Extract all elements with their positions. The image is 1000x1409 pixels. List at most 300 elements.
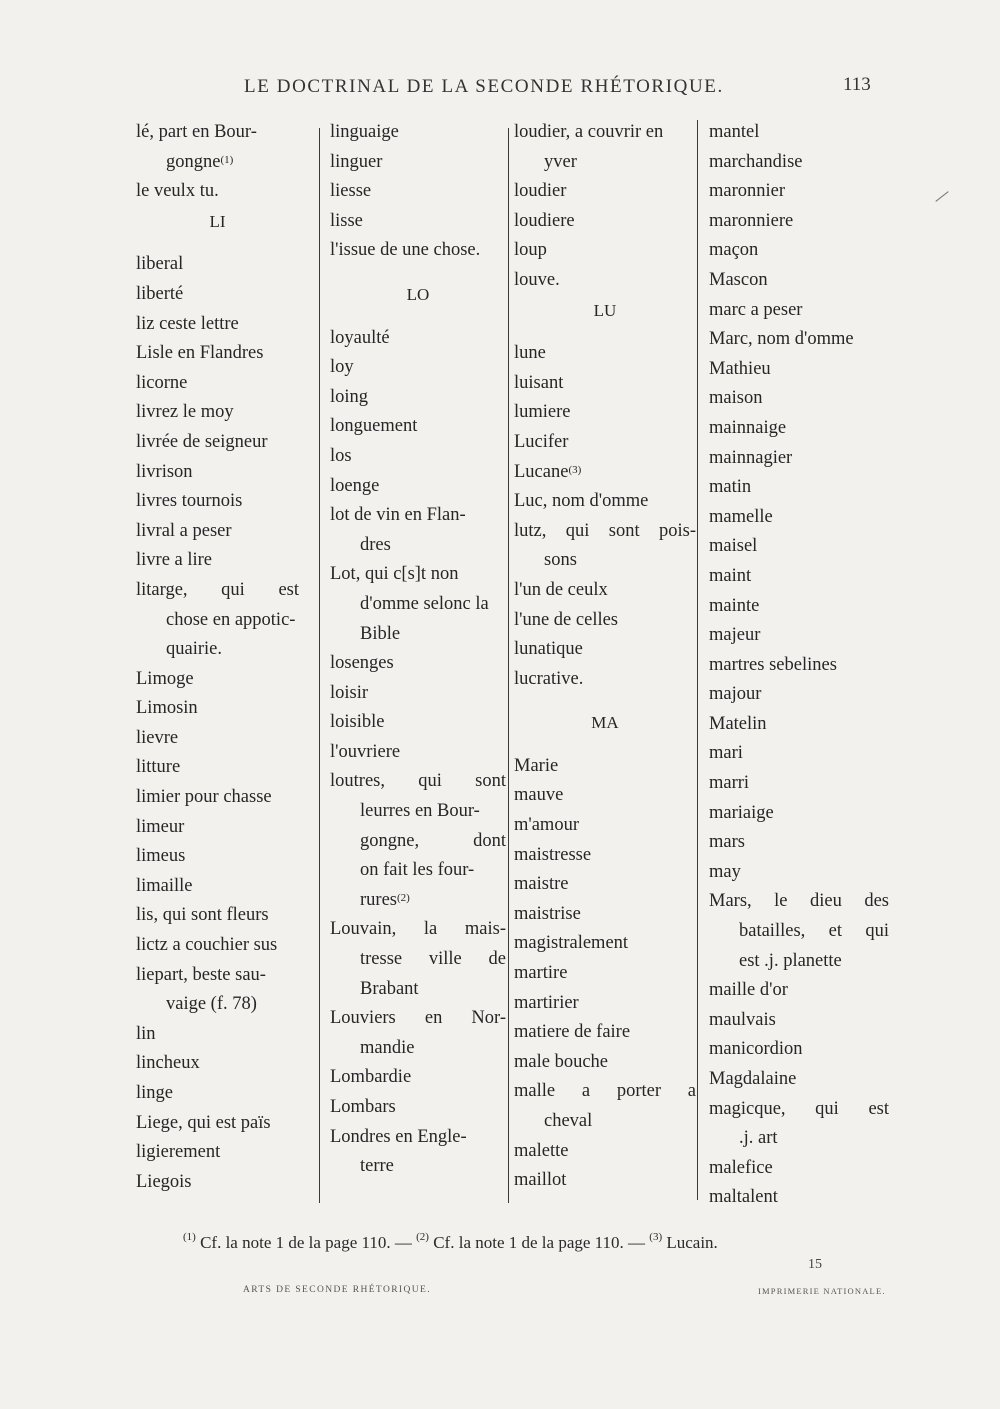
entry-text: martire bbox=[514, 963, 568, 984]
entry-text: litture bbox=[136, 757, 181, 778]
entry-line bbox=[330, 177, 506, 207]
entry-line bbox=[709, 384, 889, 414]
spacer bbox=[136, 236, 299, 250]
entry-line bbox=[514, 635, 696, 665]
entry-line bbox=[709, 1095, 889, 1125]
entry-line bbox=[136, 118, 299, 148]
column-rule-3 bbox=[697, 120, 698, 1200]
entry-line bbox=[514, 148, 696, 178]
entry-line bbox=[330, 207, 506, 237]
entry-text: Luc, nom d'omme bbox=[514, 491, 649, 512]
section-heading bbox=[136, 207, 299, 237]
entry-text: Lisle en Flandres bbox=[136, 343, 264, 364]
entry-line bbox=[330, 1123, 506, 1153]
entry-text: .j. art bbox=[739, 1128, 778, 1149]
entry-line bbox=[330, 1093, 506, 1123]
entry-text: est .j. planette bbox=[739, 950, 842, 971]
entry-line bbox=[514, 546, 696, 576]
entry-text: loudier, a couvrir en bbox=[514, 122, 664, 142]
entry-text: Lombars bbox=[330, 1097, 396, 1117]
entry-word: porter bbox=[616, 1081, 661, 1102]
entry-text: l'issue de une chose. bbox=[330, 240, 481, 261]
entry-text: cheval bbox=[544, 1111, 593, 1131]
entry-line bbox=[514, 266, 696, 296]
entry-text: mars bbox=[709, 832, 745, 853]
entry-text: dres bbox=[360, 534, 391, 555]
entry-line bbox=[136, 339, 299, 369]
entry-text: mari bbox=[709, 743, 743, 764]
entry-text: martirier bbox=[514, 992, 579, 1013]
entry-line bbox=[330, 590, 506, 620]
entry-text: Lucane bbox=[514, 461, 569, 482]
entry-line bbox=[136, 1020, 299, 1050]
entry-word: a bbox=[687, 1081, 696, 1102]
entry-text: mainte bbox=[709, 595, 760, 616]
entry-text: gongne bbox=[166, 151, 221, 172]
entry-text: maronniere bbox=[709, 210, 794, 231]
entry-text: louve. bbox=[514, 269, 560, 290]
entry-text: l'une de celles bbox=[514, 609, 619, 630]
entry-word: Lot, qui c[s]t non bbox=[330, 564, 459, 585]
entry-text: LO bbox=[406, 284, 430, 304]
entry-text: linguer bbox=[330, 151, 383, 172]
entry-line bbox=[514, 177, 696, 207]
entry-text: livral a peser bbox=[136, 520, 232, 541]
entry-text: lune bbox=[514, 343, 546, 364]
entry-line bbox=[514, 1018, 696, 1048]
entry-line bbox=[136, 546, 299, 576]
entry-text: mariaige bbox=[709, 802, 774, 823]
entry-line bbox=[514, 1137, 696, 1167]
entry-line bbox=[136, 1168, 299, 1198]
entry-word: pois- bbox=[658, 520, 696, 541]
entry-line bbox=[709, 148, 889, 178]
entry-text: livrée de seigneur bbox=[136, 431, 268, 452]
entry-text: maillot bbox=[514, 1170, 567, 1191]
entry-line bbox=[330, 560, 506, 590]
entry-text: Limoge bbox=[136, 668, 194, 689]
entry-word: mais- bbox=[464, 919, 506, 940]
entry-text: longuement bbox=[330, 416, 418, 437]
entry-line bbox=[136, 398, 299, 428]
entry-line bbox=[709, 325, 889, 355]
footnote-2: Cf. la note 1 de la page 110. — bbox=[428, 1233, 650, 1252]
entry-line bbox=[136, 694, 299, 724]
entry-text: lictz a couchier sus bbox=[136, 935, 278, 956]
entry-text: may bbox=[709, 861, 741, 882]
column-1 bbox=[136, 118, 299, 1197]
entry-line bbox=[709, 473, 889, 503]
footer-printer: IMPRIMERIE NATIONALE. bbox=[758, 1286, 886, 1296]
entry-line bbox=[709, 1154, 889, 1184]
entry-text: limier pour chasse bbox=[136, 787, 272, 808]
footnote-2-mark: (2) bbox=[416, 1231, 429, 1243]
entry-line bbox=[514, 458, 696, 488]
entry-text: limeus bbox=[136, 846, 186, 867]
entry-line bbox=[709, 562, 889, 592]
entry-text: Matelin bbox=[709, 713, 767, 734]
entry-word: batailles, bbox=[739, 921, 806, 942]
footer-signature: 15 bbox=[808, 1257, 822, 1272]
entry-line bbox=[709, 887, 889, 917]
entry-line bbox=[136, 1079, 299, 1109]
entry-line bbox=[514, 1048, 696, 1078]
entry-line bbox=[136, 753, 299, 783]
entry-text: marc a peser bbox=[709, 299, 803, 320]
column-rule-1 bbox=[319, 128, 320, 1203]
spacer bbox=[330, 266, 506, 280]
entry-text: Bible bbox=[360, 623, 401, 644]
entry-text: liberté bbox=[136, 283, 184, 304]
entry-line bbox=[709, 532, 889, 562]
entry-line bbox=[709, 947, 889, 977]
entry-line bbox=[514, 1107, 696, 1137]
entry-text: malette bbox=[514, 1140, 569, 1161]
entry-text: maltalent bbox=[709, 1187, 778, 1208]
entry-word: Louviers bbox=[330, 1008, 396, 1029]
entry-word: est bbox=[278, 579, 299, 600]
entry-word: lot de vin en Flan- bbox=[330, 505, 466, 526]
entry-line bbox=[709, 1124, 889, 1154]
entry-line bbox=[330, 679, 506, 709]
entry-line bbox=[330, 649, 506, 679]
entry-text: marchandise bbox=[709, 151, 803, 172]
entry-line bbox=[514, 752, 696, 782]
entry-line bbox=[136, 783, 299, 813]
entry-line bbox=[514, 606, 696, 636]
entry-text: malefice bbox=[709, 1157, 773, 1178]
entry-text: l'ouvriere bbox=[330, 741, 401, 762]
entry-line bbox=[709, 976, 889, 1006]
entry-text: Lucifer bbox=[514, 431, 569, 452]
section-heading bbox=[330, 280, 506, 310]
entry-line bbox=[514, 207, 696, 237]
entry-line bbox=[514, 811, 696, 841]
entry-text: mantel bbox=[709, 122, 760, 142]
entry-text: livre a lire bbox=[136, 550, 213, 571]
entry-text: chose en appotic- bbox=[166, 609, 296, 630]
footnotes bbox=[183, 1233, 718, 1253]
entry-word: lé, part en Bour- bbox=[136, 122, 257, 142]
entry-text: liberal bbox=[136, 254, 184, 275]
entry-word: Louvain, bbox=[330, 919, 397, 940]
spacer bbox=[514, 738, 696, 752]
entry-line bbox=[136, 280, 299, 310]
column-3 bbox=[514, 118, 696, 1196]
entry-line bbox=[709, 710, 889, 740]
entry-line bbox=[136, 901, 299, 931]
entry-text: Lombardie bbox=[330, 1067, 412, 1088]
entry-text: maille d'or bbox=[709, 980, 788, 1001]
entry-line bbox=[330, 738, 506, 768]
entry-line bbox=[136, 842, 299, 872]
entry-line bbox=[136, 635, 299, 665]
spacer bbox=[514, 694, 696, 708]
entry-line bbox=[709, 1035, 889, 1065]
entry-line bbox=[136, 310, 299, 340]
entry-text: lisse bbox=[330, 210, 363, 231]
entry-line bbox=[514, 900, 696, 930]
entry-line bbox=[514, 517, 696, 547]
entry-line bbox=[330, 1063, 506, 1093]
entry-text: mainnaige bbox=[709, 417, 787, 438]
entry-line bbox=[514, 236, 696, 266]
entry-word: et bbox=[828, 921, 842, 942]
entry-line bbox=[709, 1183, 889, 1213]
entry-word: qui bbox=[815, 1098, 839, 1119]
entry-text: lumiere bbox=[514, 402, 571, 423]
entry-line bbox=[514, 781, 696, 811]
entry-line bbox=[136, 872, 299, 902]
entry-word: le bbox=[774, 891, 788, 912]
entry-line bbox=[330, 472, 506, 502]
entry-line bbox=[709, 592, 889, 622]
entry-line bbox=[330, 915, 506, 945]
entry-word: dont bbox=[473, 830, 506, 851]
entry-line bbox=[136, 931, 299, 961]
entry-line bbox=[330, 767, 506, 797]
entry-text: Mathieu bbox=[709, 358, 771, 379]
entry-text: liz ceste lettre bbox=[136, 313, 239, 334]
entry-line bbox=[330, 1004, 506, 1034]
entry-word: tresse bbox=[360, 949, 403, 970]
entry-text: loing bbox=[330, 386, 369, 407]
pen-mark bbox=[935, 191, 948, 202]
entry-text: maison bbox=[709, 388, 763, 409]
entry-line bbox=[136, 724, 299, 754]
entry-line bbox=[330, 383, 506, 413]
entry-line bbox=[330, 324, 506, 354]
entry-word: Mars, bbox=[709, 891, 752, 912]
entry-line bbox=[330, 620, 506, 650]
entry-text: maronnier bbox=[709, 181, 786, 202]
entry-word: sont bbox=[608, 520, 640, 541]
entry-text: matin bbox=[709, 477, 752, 498]
entry-line bbox=[514, 989, 696, 1019]
entry-text: Liegois bbox=[136, 1171, 192, 1192]
entry-text: ligierement bbox=[136, 1142, 221, 1163]
entry-text: male bouche bbox=[514, 1051, 608, 1072]
entry-line bbox=[514, 1077, 696, 1107]
entry-text: linguaige bbox=[330, 122, 399, 142]
section-heading bbox=[514, 708, 696, 738]
entry-word: la bbox=[423, 919, 438, 940]
entry-text: limaille bbox=[136, 875, 193, 896]
entry-line bbox=[330, 797, 506, 827]
entry-line bbox=[709, 503, 889, 533]
entry-word: litarge, bbox=[136, 579, 188, 600]
entry-line bbox=[330, 708, 506, 738]
entry-line bbox=[709, 917, 889, 947]
entry-line bbox=[136, 990, 299, 1020]
entry-text: le veulx tu. bbox=[136, 181, 219, 202]
entry-line bbox=[136, 250, 299, 280]
entry-line bbox=[514, 841, 696, 871]
entry-line bbox=[330, 856, 506, 886]
entry-text: magistralement bbox=[514, 933, 629, 954]
entry-line bbox=[136, 428, 299, 458]
entry-text: loisir bbox=[330, 682, 369, 703]
entry-text: maistresse bbox=[514, 844, 592, 865]
entry-line bbox=[514, 870, 696, 900]
entry-text: lincheux bbox=[136, 1053, 200, 1074]
entry-line bbox=[709, 236, 889, 266]
footnote-3-mark: (3) bbox=[649, 1231, 663, 1243]
footnote-ref: (2) bbox=[396, 891, 410, 904]
footnote-3: Lucain. bbox=[662, 1233, 718, 1252]
entry-word: sont bbox=[475, 771, 506, 792]
footnote-ref: (1) bbox=[220, 153, 234, 166]
entry-line bbox=[330, 236, 506, 266]
entry-word: a bbox=[581, 1081, 591, 1102]
entry-text: los bbox=[330, 445, 352, 466]
entry-text: Brabant bbox=[360, 978, 419, 999]
entry-line bbox=[709, 296, 889, 326]
entry-text: majeur bbox=[709, 625, 761, 646]
footnote-1: Cf. la note 1 de la page 110. — bbox=[195, 1233, 417, 1252]
entry-text: loyaulté bbox=[330, 327, 390, 348]
entry-line bbox=[709, 799, 889, 829]
entry-line bbox=[514, 1166, 696, 1196]
entry-line bbox=[709, 177, 889, 207]
entry-text: lievre bbox=[136, 727, 179, 748]
entry-text: LU bbox=[593, 300, 617, 320]
entry-text: manicordion bbox=[709, 1039, 803, 1060]
entry-line bbox=[136, 1138, 299, 1168]
entry-text: mamelle bbox=[709, 506, 773, 527]
entry-text: luisant bbox=[514, 372, 564, 393]
entry-text: maistre bbox=[514, 874, 569, 895]
entry-line bbox=[514, 428, 696, 458]
footer-book-title: ARTS DE SECONDE RHÉTORIQUE. bbox=[243, 1285, 432, 1295]
entry-text: Limosin bbox=[136, 698, 198, 719]
entry-line bbox=[514, 398, 696, 428]
footnote-1-mark: (1) bbox=[183, 1231, 196, 1243]
entry-text: livrez le moy bbox=[136, 402, 234, 423]
entry-line bbox=[709, 118, 889, 148]
entry-text: terre bbox=[360, 1156, 394, 1177]
entry-line bbox=[330, 1034, 506, 1064]
entry-text: mandie bbox=[360, 1037, 415, 1058]
entry-line bbox=[136, 1049, 299, 1079]
footnote-ref: (3) bbox=[568, 463, 582, 476]
entry-line bbox=[330, 353, 506, 383]
entry-text: Magdalaine bbox=[709, 1069, 797, 1089]
entry-line bbox=[514, 487, 696, 517]
entry-line bbox=[709, 828, 889, 858]
entry-text: Mascon bbox=[709, 269, 768, 290]
entry-line bbox=[330, 975, 506, 1005]
entry-text: loup bbox=[514, 240, 547, 261]
entry-line bbox=[709, 858, 889, 888]
entry-line bbox=[514, 576, 696, 606]
entry-line bbox=[514, 118, 696, 148]
entry-line bbox=[709, 680, 889, 710]
entry-line bbox=[330, 945, 506, 975]
entry-text: mainnagier bbox=[709, 447, 793, 468]
entry-line bbox=[514, 929, 696, 959]
entry-word: on fait les four- bbox=[360, 860, 475, 881]
entry-text: yver bbox=[544, 151, 577, 172]
entry-line bbox=[136, 813, 299, 843]
entry-text: maistrise bbox=[514, 903, 581, 924]
entry-line bbox=[709, 769, 889, 799]
entry-text: MA bbox=[591, 713, 619, 733]
entry-text: marri bbox=[709, 773, 750, 794]
entry-text: matiere de faire bbox=[514, 1022, 631, 1043]
entry-line bbox=[330, 886, 506, 916]
entry-text: lin bbox=[136, 1023, 156, 1044]
entry-word: Nor- bbox=[471, 1008, 506, 1029]
entry-line bbox=[709, 355, 889, 385]
entry-word: liepart, beste sau- bbox=[136, 964, 266, 985]
entry-word: dieu bbox=[809, 891, 842, 912]
entry-text: linge bbox=[136, 1083, 173, 1103]
entry-word: qui bbox=[865, 921, 889, 942]
entry-text: martres sebelines bbox=[709, 654, 837, 675]
entry-text: loisible bbox=[330, 712, 385, 733]
entry-text: m'amour bbox=[514, 815, 579, 836]
entry-word: ville bbox=[428, 949, 462, 970]
entry-line bbox=[709, 621, 889, 651]
page-number: 113 bbox=[843, 74, 871, 95]
entry-word: lutz, bbox=[514, 520, 547, 541]
entry-line bbox=[330, 531, 506, 561]
entry-text: LI bbox=[209, 211, 226, 231]
entry-line bbox=[709, 207, 889, 237]
entry-word: en bbox=[424, 1008, 443, 1029]
entry-text: Marie bbox=[514, 755, 559, 776]
entry-line bbox=[330, 148, 506, 178]
entry-line bbox=[136, 517, 299, 547]
entry-line bbox=[330, 442, 506, 472]
entry-word: qui bbox=[565, 520, 590, 541]
entry-text: loy bbox=[330, 357, 354, 378]
column-2 bbox=[330, 118, 506, 1182]
entry-line bbox=[514, 339, 696, 369]
entry-word: malle bbox=[514, 1081, 556, 1102]
entry-text: Liege, qui est païs bbox=[136, 1112, 271, 1133]
entry-line bbox=[136, 148, 299, 178]
entry-line bbox=[709, 266, 889, 296]
entry-line bbox=[709, 444, 889, 474]
entry-line bbox=[136, 665, 299, 695]
entry-word: qui bbox=[221, 579, 245, 600]
spacer bbox=[330, 310, 506, 324]
entry-text: lucrative. bbox=[514, 668, 584, 689]
entry-line bbox=[136, 576, 299, 606]
entry-word: gongne, bbox=[360, 830, 420, 851]
spacer bbox=[514, 325, 696, 339]
entry-text: maçon bbox=[709, 240, 759, 261]
entry-text: quairie. bbox=[166, 639, 222, 660]
entry-text: l'un de ceulx bbox=[514, 579, 608, 600]
entry-text: sons bbox=[544, 550, 577, 571]
entry-line bbox=[330, 412, 506, 442]
column-4 bbox=[709, 118, 889, 1213]
entry-text: majour bbox=[709, 684, 762, 705]
entry-text: maint bbox=[709, 565, 752, 586]
entry-line bbox=[136, 458, 299, 488]
entry-text: rures bbox=[360, 889, 397, 910]
entry-text: losenges bbox=[330, 653, 394, 674]
entry-text: loudier bbox=[514, 181, 567, 202]
entry-line bbox=[330, 827, 506, 857]
section-heading bbox=[514, 296, 696, 326]
entry-text: maisel bbox=[709, 536, 758, 557]
entry-text: limeur bbox=[136, 816, 185, 837]
entry-text: Marc, nom d'omme bbox=[709, 329, 854, 350]
